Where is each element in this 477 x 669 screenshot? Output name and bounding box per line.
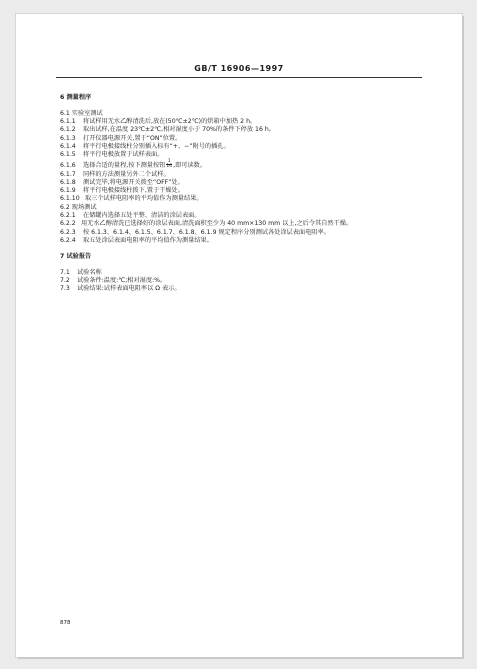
clause-number: 6.2.2 bbox=[60, 220, 76, 228]
clause-number: 7.1 bbox=[60, 268, 70, 276]
clause-text: 按 6.1.3、6.1.4、6.1.5、6.1.7、6.1.8、6.1.9 规定程序分别测试各处涂层表面电阻率。 bbox=[82, 228, 330, 236]
clause-6-2-4 bbox=[60, 237, 426, 245]
page-number: 878 bbox=[60, 620, 71, 626]
fraction-denominator: 10 bbox=[166, 164, 173, 170]
clause-6-2-2 bbox=[60, 220, 426, 228]
clause-6-1-10 bbox=[60, 195, 426, 203]
clause-number: 6.1.9 bbox=[60, 187, 76, 195]
section-6-title: 6 测量程序 bbox=[60, 94, 92, 101]
clause-number: 6.2.1 bbox=[60, 212, 76, 220]
section-7-title: 7 试验报告 bbox=[60, 252, 92, 260]
clause-7-1 bbox=[60, 269, 426, 277]
document-body bbox=[60, 94, 426, 293]
clause-number: 6.1.4 bbox=[60, 142, 76, 150]
clause-number: 6.2.4 bbox=[60, 236, 76, 244]
clause-text: 试验名称 bbox=[76, 268, 102, 276]
clause-7-2 bbox=[60, 277, 426, 285]
clause-number: 6.1.2 bbox=[60, 126, 76, 134]
clause-6-1-7 bbox=[60, 171, 426, 179]
clause-6-1-3 bbox=[60, 135, 426, 143]
clause-text: 试验结果:试样表面电阻率以 Ω 表示。 bbox=[76, 285, 181, 293]
clause-text: 取五处涂层表面电阻率的平均值作为测量结果。 bbox=[82, 236, 213, 244]
clause-number: 6.1.8 bbox=[60, 178, 76, 186]
clause-text: 取三个试样电阻率的平均值作为测量结果。 bbox=[84, 195, 203, 203]
clause-number: 6.1.7 bbox=[60, 170, 76, 178]
clause-text: 同样的方法测量另外二个试样。 bbox=[82, 170, 170, 178]
fraction-one-tenth bbox=[166, 160, 172, 170]
clause-text: 取出试样,在温度 23℃±2℃,相对湿度小于 70%的条件下停放 16 h。 bbox=[82, 126, 275, 134]
clause-text: 将试样用无水乙醇清洗后,放在(50℃±2℃)的烘箱中加热 2 h。 bbox=[82, 118, 257, 126]
subsection-6-2-title: 6.2 现场测试 bbox=[60, 203, 97, 211]
clause-number: 6.1.5 bbox=[60, 151, 76, 159]
clause-6-1-2 bbox=[60, 126, 426, 134]
clause-text: 在储罐内选择五处平整、清洁的涂层表面。 bbox=[82, 212, 201, 220]
standard-id-header: GB/T 16906—1997 bbox=[194, 64, 284, 73]
clause-7-3 bbox=[60, 285, 426, 293]
subsection-6-1-title: 6.1 实验室测试 bbox=[60, 109, 103, 117]
header-divider bbox=[56, 77, 422, 78]
clause-text: 将平行电极接线柱拨下,置于干燥处。 bbox=[82, 187, 184, 195]
clause-6-1-8 bbox=[60, 179, 426, 187]
clause-number: 6.1.3 bbox=[60, 134, 76, 142]
clause-text-before: 选择合适的量程,按下测量按钮 bbox=[82, 161, 166, 169]
clause-6-1-5 bbox=[60, 151, 426, 159]
clause-number: 6.1.1 bbox=[60, 118, 76, 126]
clause-text: 将平行电极放置于试样表面。 bbox=[82, 151, 164, 159]
clause-text-after: ,即可读数。 bbox=[173, 161, 207, 169]
clause-number: 7.2 bbox=[60, 276, 70, 284]
clause-6-2-3 bbox=[60, 229, 426, 237]
clause-text: 用无水乙醇清洗已选择好的涂层表面,清洗面积至少为 40 mm×130 mm 以上,之后令其自然干燥。 bbox=[81, 220, 353, 228]
clause-number: 7.3 bbox=[60, 285, 70, 293]
clause-text: 打开仪器电源开关,置于“ON”位置。 bbox=[82, 134, 182, 142]
clause-number: 6.2.3 bbox=[60, 228, 76, 236]
clause-number: 6.1.6 bbox=[60, 161, 76, 169]
clause-text: 将平行电极接线柱分别插入标有“+、−”附号的插孔。 bbox=[82, 142, 230, 150]
clause-number: 6.1.10 bbox=[60, 195, 80, 203]
fraction-numerator: 1 bbox=[167, 158, 171, 164]
clause-text: 测试完毕,将电源开关拨至“OFF”处。 bbox=[82, 178, 184, 186]
document-page bbox=[16, 14, 462, 657]
clause-text: 试验条件:温度:℃;相对湿度:%。 bbox=[76, 276, 167, 284]
clause-6-1-6 bbox=[60, 160, 426, 171]
